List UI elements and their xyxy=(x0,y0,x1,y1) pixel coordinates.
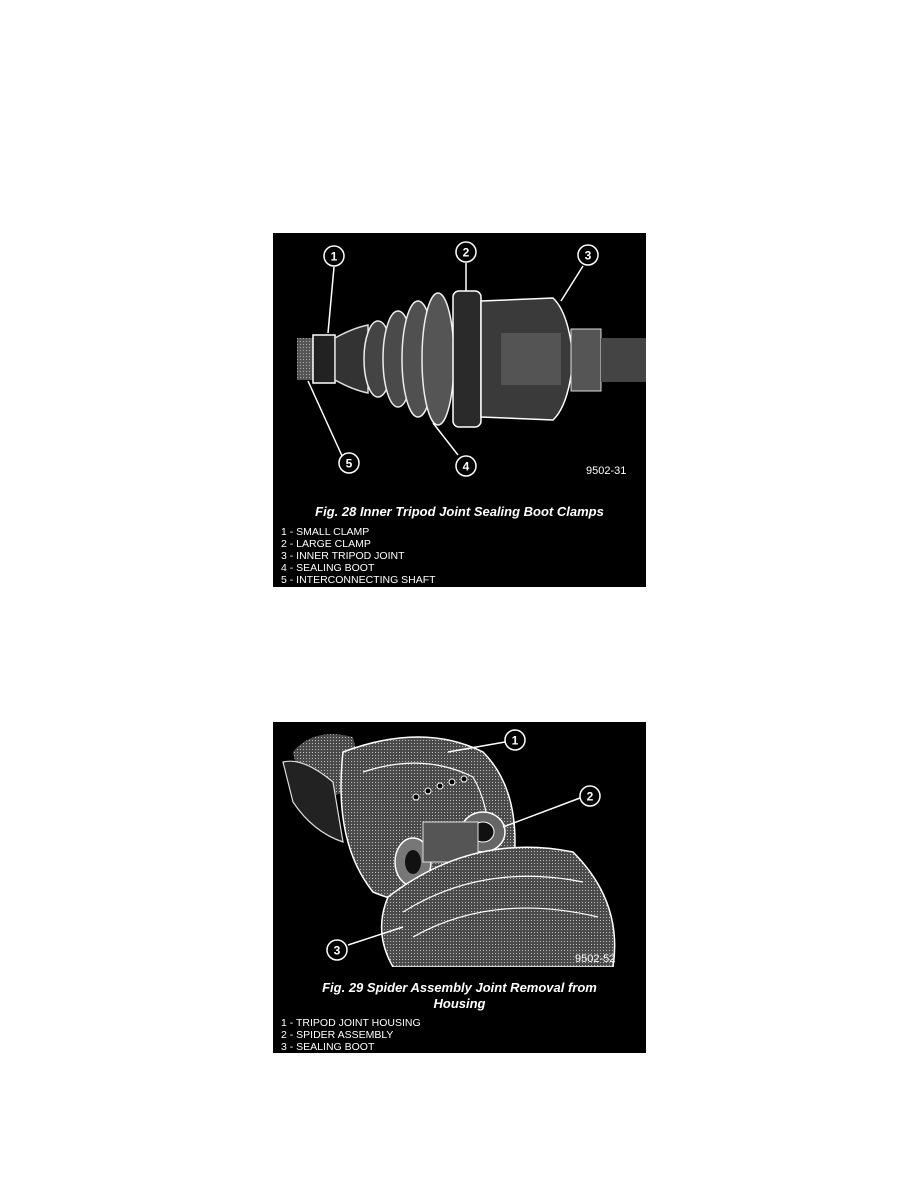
callout-3 xyxy=(578,245,598,265)
figure-caption xyxy=(273,980,646,1012)
svg-text:3: 3 xyxy=(333,943,341,958)
svg-text:1: 1 xyxy=(330,249,338,264)
svg-text:2: 2 xyxy=(462,245,470,260)
legend-item: 2 - LARGE CLAMP xyxy=(281,538,371,550)
callout-3 xyxy=(327,940,347,960)
figure-28-panel xyxy=(273,233,646,587)
callout-2 xyxy=(580,786,600,806)
legend-item: 3 - INNER TRIPOD JOINT xyxy=(281,550,405,562)
caption-line-2: Housing xyxy=(433,996,486,1011)
svg-text:1: 1 xyxy=(511,733,519,748)
legend-item: 1 - TRIPOD JOINT HOUSING xyxy=(281,1017,421,1029)
tripod-joint-illustration xyxy=(273,233,646,498)
boot-neck xyxy=(335,325,368,393)
figure-caption: Fig. 28 Inner Tripod Joint Sealing Boot Clamps xyxy=(315,504,604,519)
svg-text:3: 3 xyxy=(584,248,592,263)
svg-text:5: 5 xyxy=(345,456,353,471)
legend-item: 4 - SEALING BOOT xyxy=(281,562,375,574)
figure-legend xyxy=(281,1017,421,1053)
figure-legend xyxy=(281,526,436,586)
legend-item: 1 - SMALL CLAMP xyxy=(281,526,370,538)
legend-item: 5 - INTERCONNECTING SHAFT xyxy=(281,574,436,586)
legend-item: 3 - SEALING BOOT xyxy=(281,1041,375,1053)
sealing-boot xyxy=(364,293,454,425)
caption-line-1: Fig. 29 Spider Assembly Joint Removal from xyxy=(322,980,597,995)
small-clamp xyxy=(313,335,335,383)
figure-code: 9502-52 xyxy=(575,953,616,965)
svg-text:4: 4 xyxy=(462,459,470,474)
legend-item: 2 - SPIDER ASSEMBLY xyxy=(281,1029,394,1041)
figure-code: 9502-31 xyxy=(586,465,627,477)
callout-5 xyxy=(339,453,359,473)
callout-1 xyxy=(505,730,525,750)
large-clamp xyxy=(453,291,481,427)
callout-4 xyxy=(456,456,476,476)
callout-2 xyxy=(456,242,476,262)
figure-29-panel xyxy=(273,722,646,1053)
spider-assembly-illustration xyxy=(273,722,646,967)
svg-text:2: 2 xyxy=(586,789,594,804)
callout-1 xyxy=(324,246,344,266)
